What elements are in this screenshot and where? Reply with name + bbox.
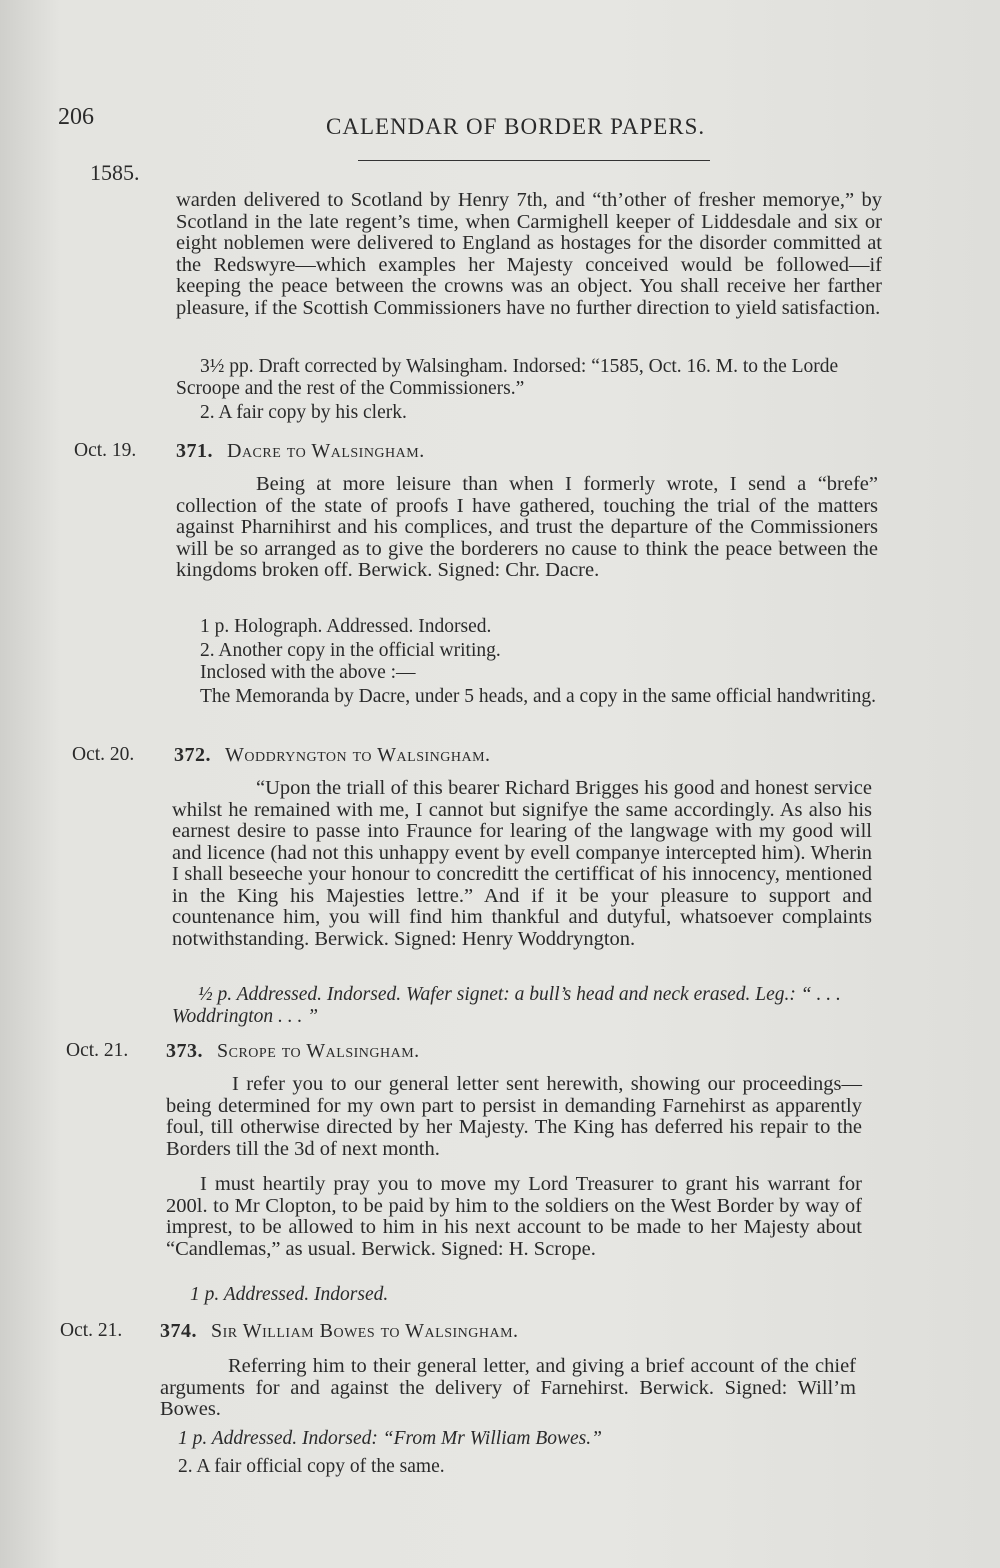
running-title: CALENDAR OF BORDER PAPERS. [326, 114, 706, 139]
entry-374-note-2: 2. A fair official copy of the same. [178, 1456, 445, 1477]
entry-373-number: 373. [166, 1040, 203, 1062]
entry-371-note-4: The Memoranda by Dacre, under 5 heads, and a copy in the same official handwriting. [200, 686, 876, 707]
entry-372-date: Oct. 20. [72, 744, 135, 765]
entry-372-heading [174, 744, 491, 767]
entry-373-title: Scrope to Walsingham. [217, 1040, 420, 1062]
entry-371-note-3: Inclosed with the above :— [200, 662, 416, 683]
entry-374-heading [160, 1320, 519, 1343]
year-label: 1585. [90, 160, 140, 185]
entry-373-heading [166, 1040, 420, 1063]
entry-371-date: Oct. 19. [74, 440, 137, 461]
entry-373-date: Oct. 21. [66, 1040, 129, 1061]
entry-371-note-2: 2. Another copy in the official writing. [200, 640, 501, 661]
entry-372-title: Woddryngton to Walsingham. [225, 744, 491, 766]
header-rule [358, 160, 710, 161]
entry-374-note-1: 1 p. Addressed. Indorsed: “From Mr William Bowes.” [178, 1428, 602, 1449]
continuation-note: 3½ pp. Draft corrected by Walsingham. Indorsed: “1585, Oct. 16. M. to the Lorde Scroope and the rest of the Commissioners.” [176, 356, 839, 399]
entry-371-body: Being at more leisure than when I formerly wrote, I send a “brefe” collection of the state of proofs I have gathered, touching the trial of the matters against Pharnihirst and his complices, and trust the departure of the Commissioners will be so arranged as to give the borderers no cause to think the peace between the kingdoms broken off. Berwick. Signed: Chr. Dacre. [176, 473, 878, 581]
entry-374-title: Sir William Bowes to Walsingham. [211, 1320, 519, 1342]
entry-374-date: Oct. 21. [60, 1320, 123, 1341]
entry-373-body-2: I must heartily pray you to move my Lord Treasurer to grant his warrant for 200l. to Mr Clopton, to be paid by him to the soldiers on the West Border by way of imprest, to be allowed to him in his next account to be made to her Majesty about “Candlemas,” as usual. Berwick. Signed: H. Scrope. [166, 1173, 862, 1260]
continuation-paragraph: warden delivered to Scotland by Henry 7th, and “th’other of fresher memorye,” by Scotland in the late regent’s time, when Carmighell keeper of Liddesdale and six or eight noblemen were delivered to England as hostages for the disorder committed at the Redswyre—which examples her Majesty conceived would be followed—if keeping the peace between the crowns was an object. You shall receive her farther pleasure, if the Scottish Commissioners have no further direction to yield satisfaction. [176, 189, 882, 319]
entry-372-number: 372. [174, 744, 211, 766]
page-number: 206 [58, 104, 94, 130]
continuation-note-2: 2. A fair copy by his clerk. [200, 402, 407, 423]
entry-373-body: I refer you to our general letter sent herewith, showing our proceedings—being determined for my own part to persist in demanding Farnehirst as apparently foul, till otherwise directed by her Majesty. The King has deferred his repair to the Borders till the 3d of next month. [166, 1073, 862, 1160]
entry-371-number: 371. [176, 440, 213, 462]
entry-371-note-1: 1 p. Holograph. Addressed. Indorsed. [200, 616, 492, 637]
entry-371-title: Dacre to Walsingham. [227, 440, 425, 462]
entry-372-body: “Upon the triall of this bearer Richard Brigges his good and honest service whilst he remained with me, I cannot but signifye the same accordingly. As also his earnest desire to passe into Fraunce for learing of the langwage with my good will and licence (had not this unhappy event by evell companye intercepted him). Wherin I shall beseeche your honour to concreditt the certifficat of his innocency, mentioned in the King his Majesties lettre.” And if it be your pleasure to support and countenance him, you will find him thankful and dutyful, whatsoever complaints notwithstanding. Berwick. Signed: Henry Woddryngton. [172, 777, 872, 950]
entry-371-heading [176, 440, 425, 463]
entry-373-note: 1 p. Addressed. Indorsed. [190, 1284, 389, 1305]
entry-374-body: Referring him to their general letter, and giving a brief account of the chief arguments for and against the delivery of Farnehirst. Berwick. Signed: Will’m Bowes. [160, 1355, 856, 1420]
entry-372-note: ½ p. Addressed. Indorsed. Wafer signet: a bull’s head and neck erased. Leg.: “ . . . Woddrington . . . ” [172, 984, 841, 1027]
entry-374-number: 374. [160, 1320, 197, 1342]
